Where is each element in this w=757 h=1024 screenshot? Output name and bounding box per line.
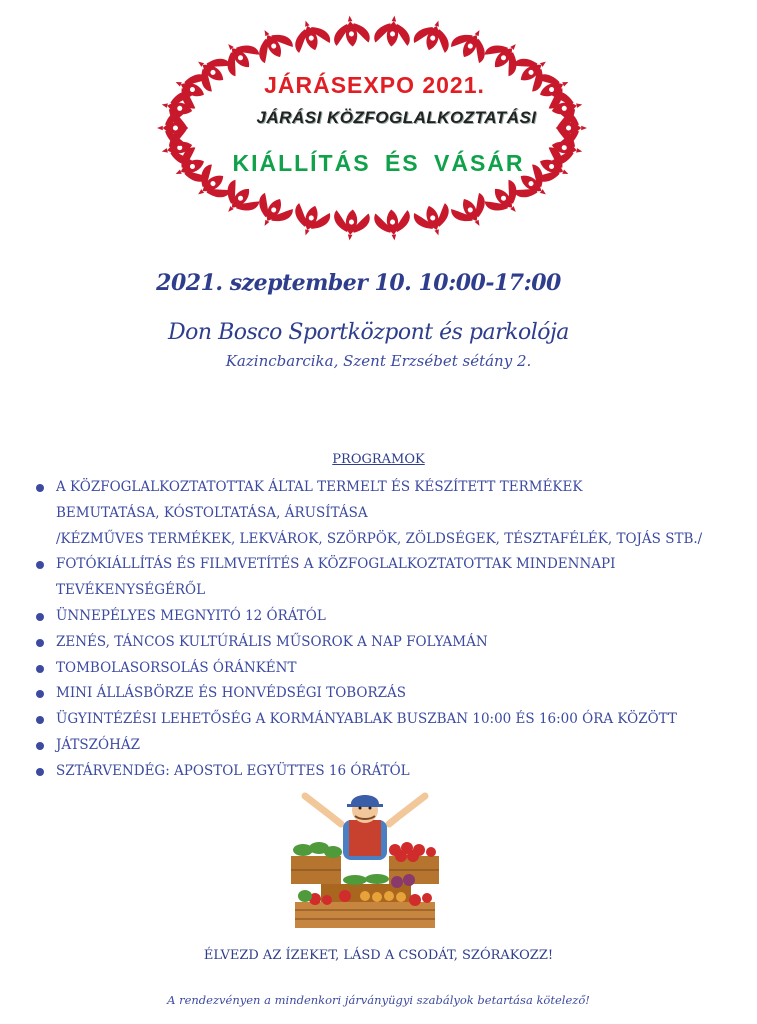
- programs-heading: PROGRAMOK: [332, 452, 425, 467]
- floral-motif: [215, 177, 262, 224]
- floral-motif: [373, 208, 412, 243]
- market-vendor-illustration: [285, 784, 445, 934]
- health-rules-notice: A rendezvényen a mindenkori járványügyi szabályok betartása kötelező!: [167, 993, 590, 1007]
- program-item: [36, 681, 736, 707]
- closing-slogan: ÉLVEZD AZ ÍZEKET, LÁSD A CSODÁT, SZÓRAKOZZ!: [203, 948, 554, 963]
- program-item: [36, 656, 736, 682]
- program-text-line: MINI ÁLLÁSBÖRZE ÉS HONVÉDSÉGI TOBORZÁS: [56, 685, 407, 702]
- program-text-line: TOMBOLASORSOLÁS ÓRÁNKÉNT: [56, 659, 297, 676]
- floral-motif: [373, 14, 412, 49]
- bullet-icon: [36, 639, 44, 647]
- program-text-line: /KÉZMŰVES TERMÉKEK, LEKVÁROK, SZÖRPÖK, ZÖLDSÉGEK, TÉSZTAFÉLÉK, TOJÁS STB./: [56, 530, 703, 547]
- program-text-line: ÜGYINTÉZÉSI LEHETŐSÉG A KORMÁNYABLAK BUSZBAN 10:00 ÉS 16:00 ÓRA KÖZÖTT: [56, 711, 677, 728]
- floral-motif: [448, 190, 494, 235]
- programs-list: [36, 475, 736, 785]
- bullet-icon: [36, 768, 44, 776]
- program-text-line: FOTÓKIÁLLÍTÁS ÉS FILMVETÍTÉS A KÖZFOGLALKOZTATOTTAK MINDENNAPI: [56, 556, 616, 573]
- event-tagline: KIÁLLÍTÁS ÉS VÁSÁR: [232, 150, 525, 176]
- program-text-line: JÁTSZÓHÁZ: [56, 736, 141, 753]
- floral-motif: [249, 21, 295, 66]
- bullet-icon: [36, 742, 44, 750]
- bullet-icon: [36, 690, 44, 698]
- event-address: Kazincbarcika, Szent Erzsébet sétány 2.: [225, 352, 532, 370]
- event-venue: Don Bosco Sportközpont és parkolója: [168, 320, 569, 345]
- program-text-line: BEMUTATÁSA, KÓSTOLTATÁSA, ÁRUSÍTÁSA: [56, 504, 368, 521]
- bullet-icon: [36, 561, 44, 569]
- bullet-icon: [36, 484, 44, 492]
- program-text-line: TEVÉKENYSÉGÉRŐL: [56, 582, 206, 599]
- program-item: [36, 759, 736, 785]
- program-item: [36, 707, 736, 733]
- program-item: [36, 552, 736, 604]
- bullet-icon: [36, 716, 44, 724]
- floral-motif: [249, 190, 295, 235]
- program-item: [36, 733, 736, 759]
- floral-motif: [289, 200, 333, 241]
- event-title: JÁRÁSEXPO 2021.: [264, 72, 485, 98]
- event-subtitle: JÁRÁSI KÖZFOGLALKOZTATÁSI: [256, 108, 537, 127]
- bullet-icon: [36, 665, 44, 673]
- floral-motif: [448, 21, 494, 66]
- event-date-time: 2021. szeptember 10. 10:00-17:00: [156, 270, 561, 296]
- program-item: [36, 630, 736, 656]
- floral-motif: [332, 14, 371, 49]
- floral-motif: [289, 15, 333, 56]
- floral-ornament-frame: [0, 0, 757, 260]
- program-item: [36, 604, 736, 630]
- bullet-icon: [36, 613, 44, 621]
- program-text-line: A KÖZFOGLALKOZTATOTTAK ÁLTAL TERMELT ÉS KÉSZÍTETT TERMÉKEK: [56, 479, 583, 495]
- floral-motif: [412, 15, 456, 56]
- program-item: [36, 475, 736, 552]
- floral-motif: [412, 200, 456, 241]
- floral-motif: [332, 208, 371, 243]
- program-text-line: ZENÉS, TÁNCOS KULTÚRÁLIS MŰSOROK A NAP FOLYAMÁN: [56, 633, 488, 650]
- floral-motif: [482, 177, 529, 224]
- program-text-line: SZTÁRVENDÉG: APOSTOL EGYÜTTES 16 ÓRÁTÓL: [56, 762, 410, 779]
- program-text-line: ÜNNEPÉLYES MEGNYITÓ 12 ÓRÁTÓL: [56, 607, 326, 624]
